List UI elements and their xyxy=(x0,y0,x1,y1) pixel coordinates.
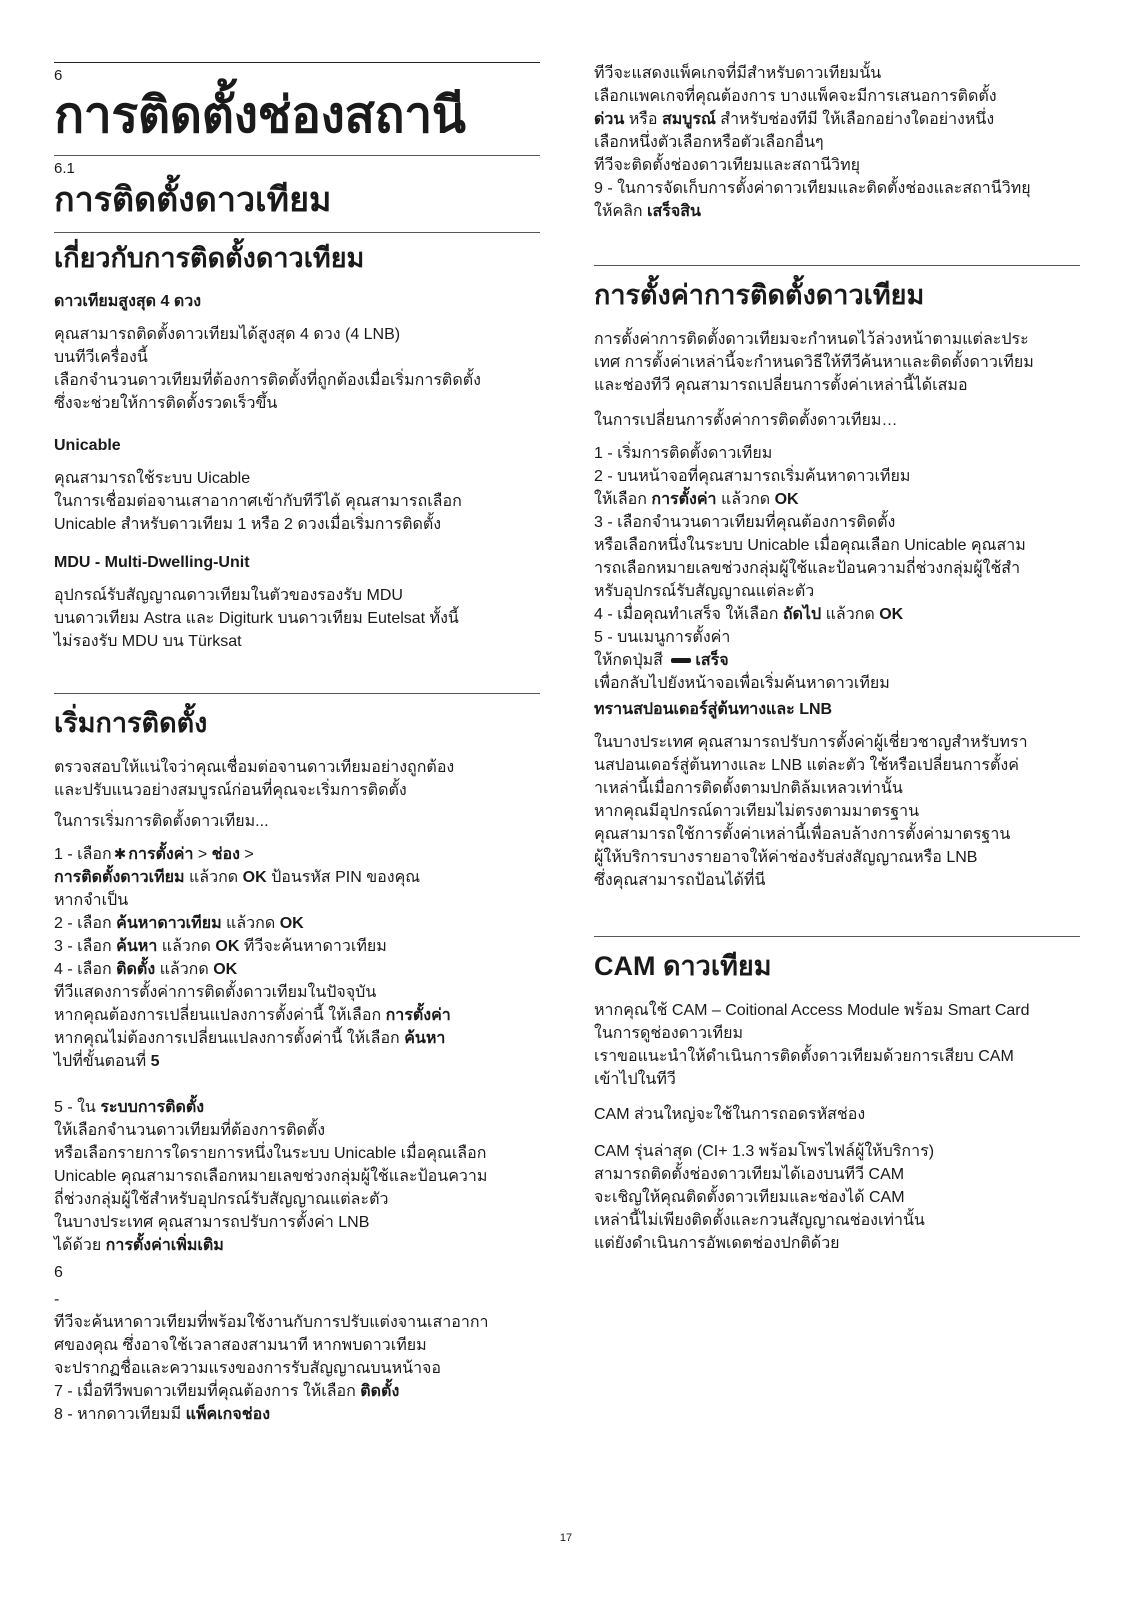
text-line: เราขอแนะนำให้ดำเนินการติดตั้งดาวเทียมด้วยการเสียบ CAM xyxy=(594,1048,1014,1065)
step-4 xyxy=(54,958,540,981)
cam-rule xyxy=(594,936,1080,937)
unicable-text xyxy=(54,467,540,536)
ok-key: OK xyxy=(774,491,799,508)
chapter-title: การติดตั้งช่องสถานี xyxy=(54,87,466,143)
text-line: CAM รุ่นล่าสุด (CI+ 1.3 พร้อมโพรไฟล์ผู้ให้บริการ) xyxy=(594,1143,935,1160)
settings-step-2 xyxy=(594,488,1080,511)
text: แล้วกด xyxy=(716,491,775,508)
step-5-more xyxy=(54,1234,540,1257)
text: 2 - เลือก xyxy=(54,915,117,932)
menu-install-system: ระบบการติดตั้ง xyxy=(100,1099,205,1116)
step-5 xyxy=(54,1096,540,1119)
step-6-number: 6 xyxy=(54,1264,63,1281)
option-full: สมบูรณ์ xyxy=(661,111,716,128)
ok-key: OK xyxy=(879,606,904,623)
text: ให้คลิก xyxy=(594,203,647,220)
text-line: ในการเชื่อมต่อจานเสาอากาศเข้ากับทีวีได้ คุณสามารถเลือก xyxy=(54,493,462,510)
step-8 xyxy=(54,1403,540,1426)
start-intro xyxy=(54,756,540,802)
text-line: ถี่ช่วงกลุ่มผู้ใช้สำหรับอุปกรณ์รับสัญญาณแต่ละตัว xyxy=(54,1191,389,1208)
left-column xyxy=(54,0,540,1426)
text-line: ทีวีจะติดตั้งช่องดาวเทียมและสถานีวิทยุ xyxy=(594,157,861,174)
menu-install: ติดตั้ง xyxy=(360,1383,400,1400)
settings-step-5 xyxy=(594,649,1080,672)
text-line: บนดาวเทียม Astra และ Digiturk บนดาวเทียม Eutelsat ทั้งนี้ xyxy=(54,610,459,627)
step-ref: 5 xyxy=(150,1053,160,1070)
max-satellites-heading: ดาวเทียมสูงสุด 4 ดวง xyxy=(54,293,202,310)
right-column xyxy=(594,0,1080,1255)
start-rule xyxy=(54,693,540,694)
text: > xyxy=(193,846,212,863)
menu-settings: การตั้งค่า xyxy=(651,491,717,508)
text-line: คุณสามารถใช้ระบบ Uicable xyxy=(54,470,251,487)
settings-steps xyxy=(594,442,1080,695)
text-line: บนทีวีเครื่องนี้ xyxy=(54,349,148,366)
text: ไปที่ขั้นตอนที่ xyxy=(54,1053,151,1070)
text-line: ทีวีจะค้นหาดาวเทียมที่พร้อมใช้งานกับการปรับแต่งจานเสาอากา xyxy=(54,1314,489,1331)
section-rule xyxy=(54,155,540,156)
text-line: และปรับแนวอย่างสมบูรณ์ก่อนที่คุณจะเริ่มการติดตั้ง xyxy=(54,782,407,799)
text-line: ในการดูช่องดาวเทียม xyxy=(594,1025,743,1042)
chapter-rule xyxy=(54,62,540,63)
text: ได้ด้วย xyxy=(54,1237,106,1254)
mdu-text xyxy=(54,584,540,653)
text-line: เพื่อกลับไปยังหน้าจอเพื่อเริ่มค้นหาดาวเทียม xyxy=(594,675,890,692)
page-number: 17 xyxy=(559,1532,573,1544)
text: แล้วกด xyxy=(157,938,216,955)
text-line: เลือกหนึ่งตัวเลือกหรือตัวเลือกอื่นๆ xyxy=(594,134,824,151)
cam-text-3 xyxy=(594,1140,1080,1255)
text-line: จะปรากฏชื่อและความแรงของการรับสัญญาณบนหน้าจอ xyxy=(54,1360,442,1377)
text-line: เลือกจำนวนดาวเทียมที่ต้องการติดตั้งที่ถูกต้องเมื่อเริ่มการติดตั้ง xyxy=(54,372,481,389)
text-line: าเหล่านี้เมื่อการติดตั้งตามปกติล้มเหลวเท่านั้น xyxy=(594,780,903,797)
ok-key: OK xyxy=(279,915,304,932)
text-line: Unicable คุณสามารถเลือกหมายเลขช่วงกลุ่มผู้ใช้และป้อนความ xyxy=(54,1168,488,1185)
menu-satellite-install: การติดตั้งดาวเทียม xyxy=(54,869,185,886)
text-line: ซึ่งจะช่วยให้การติดตั้งรวดเร็วขึ้น xyxy=(54,395,278,412)
text-line: ไม่รองรับ MDU บน Türksat xyxy=(54,633,242,650)
text-line: อุปกรณ์รับสัญญาณดาวเทียมในตัวของรองรับ MDU xyxy=(54,587,403,604)
text-line: หรับอุปกรณ์รับสัญญาณแต่ละตัว xyxy=(594,583,815,600)
color-key-icon xyxy=(671,658,691,663)
menu-done: เสร็จ xyxy=(695,652,729,669)
cam-heading: CAM ดาวเทียม xyxy=(594,951,772,981)
text: ให้กดปุ่มสี xyxy=(594,652,668,669)
about-rule xyxy=(54,232,540,233)
text-line: คุณสามารถใช้การตั้งค่าเหล่านี้เพื่อลบล้างการตั้งค่ามาตรฐาน xyxy=(594,826,1011,843)
menu-settings: การตั้งค่า xyxy=(385,1007,451,1024)
unicable-heading: Unicable xyxy=(54,437,121,454)
step-1 xyxy=(54,843,540,866)
step-4-search xyxy=(54,1027,540,1050)
text-line: 5 - บนเมนูการตั้งค่า xyxy=(594,629,731,646)
text-line: ทีวีแสดงการตั้งค่าการติดตั้งดาวเทียมในปัจจุบัน xyxy=(54,984,377,1001)
step-9: 9 - ในการจัดเก็บการตั้งค่าดาวเทียมและติดตั้งช่องและสถานีวิทยุ xyxy=(594,180,1031,197)
text: ป้อนรหัส PIN ของคุณ xyxy=(266,869,421,886)
text-line: Unicable สำหรับดาวเทียม 1 หรือ 2 ดวงเมื่อเริ่มการติดตั้ง xyxy=(54,516,442,533)
text: 1 - เลือก xyxy=(54,846,112,863)
text-line: เข้าไปในทีวี xyxy=(594,1071,676,1088)
settings-rule xyxy=(594,265,1080,266)
settings-intro xyxy=(594,328,1080,397)
menu-install: ติดตั้ง xyxy=(116,961,156,978)
step-1-cont xyxy=(54,866,540,889)
step-4-goto xyxy=(54,1050,540,1073)
settings-heading: การตั้งค่าการติดตั้งดาวเทียม xyxy=(594,280,925,310)
text-line: ารถเลือกหมายเลขช่วงกลุ่มผู้ใช้และป้อนความถี่ช่วงกลุ่มผู้ใช้สำ xyxy=(594,560,1021,577)
text-line: ผู้ให้บริการบางรายอาจให้ค่าช่องรับส่งสัญญาณหรือ LNB xyxy=(594,849,978,866)
step-2 xyxy=(54,912,540,935)
text-line: และช่องทีวี คุณสามารถเปลี่ยนการตั้งค่าเหล่านี้ได้เสมอ xyxy=(594,377,968,394)
menu-search: ค้นหา xyxy=(116,938,158,955)
max-satellites-text xyxy=(54,323,540,415)
text: แล้วกด xyxy=(221,915,280,932)
menu-settings: การตั้งค่า xyxy=(128,846,194,863)
cam-text-2: CAM ส่วนใหญ่จะใช้ในการถอดรหัสช่อง xyxy=(594,1106,866,1123)
text: แล้วกด xyxy=(821,606,880,623)
start-steps xyxy=(54,843,540,1426)
text-line: หากคุณใช้ CAM – Coitional Access Module พร้อม Smart Card xyxy=(594,1002,1030,1019)
start-heading: เริ่มการติดตั้ง xyxy=(54,708,208,738)
text-line: แต่ยังดำเนินการอัพเดตช่องปกติด้วย xyxy=(594,1235,840,1252)
step-9-cont xyxy=(594,200,1080,223)
about-heading: เกี่ยวกับการติดตั้งดาวเทียม xyxy=(54,243,365,273)
text: หากคุณต้องการเปลี่ยนแปลงการตั้งค่านี้ ให้เลือก xyxy=(54,1007,386,1024)
text: 7 - เมื่อทีวีพบดาวเทียมที่คุณต้องการ ให้เลือก xyxy=(54,1383,361,1400)
text-line: หรือเลือกรายการใดรายการหนึ่งในระบบ Unicable เมื่อคุณเลือก xyxy=(54,1145,487,1162)
menu-search-satellite: ค้นหาดาวเทียม xyxy=(116,915,222,932)
text-line: ในบางประเทศ คุณสามารถปรับการตั้งค่า LNB xyxy=(54,1214,370,1231)
text-line: สามารถติดตั้งช่องดาวเทียมได้เองบนทีวี CAM xyxy=(594,1166,905,1183)
text: 5 - ใน xyxy=(54,1099,101,1116)
step-4-settings xyxy=(54,1004,540,1027)
menu-search: ค้นหา xyxy=(404,1030,446,1047)
text-line: ตรวจสอบให้แน่ใจว่าคุณเชื่อมต่อจานดาวเทียมอย่างถูกต้อง xyxy=(54,759,455,776)
text: 3 - เลือก xyxy=(54,938,117,955)
text: แล้วกด xyxy=(155,961,214,978)
text-line: นสปอนเดอร์สู่ต้นทางและ LNB แต่ละตัว ใช้หรือเปลี่ยนการตั้งค่ xyxy=(594,757,1019,774)
section-number: 6.1 xyxy=(54,160,75,177)
gear-icon: ✱ xyxy=(113,846,127,863)
lnb-text xyxy=(594,731,1080,892)
text: หรือ xyxy=(624,111,662,128)
text-line: หรือเลือกหนึ่งในระบบ Unicable เมื่อคุณเลือก Unicable คุณสาม xyxy=(594,537,1026,554)
menu-packages: แพ็คเกจช่อง xyxy=(185,1406,270,1423)
chapter-number: 6 xyxy=(54,67,63,84)
step-8-cont xyxy=(594,62,1080,223)
text-line: เทศ การตั้งค่าเหล่านี้จะกำหนดวิธีให้ทีวีค้นหาและติดตั้งดาวเทียม xyxy=(594,354,1034,371)
menu-more-settings: การตั้งค่าเพิ่มเติม xyxy=(105,1237,224,1254)
text: > xyxy=(239,846,254,863)
menu-channels: ช่อง xyxy=(211,846,240,863)
cam-text-1 xyxy=(594,999,1080,1091)
text-line: ให้เลือกจำนวนดาวเทียมที่ต้องการติดตั้ง xyxy=(54,1122,326,1139)
step-7 xyxy=(54,1380,540,1403)
text-line: เลือกแพคเกจที่คุณต้องการ บางแพ็คจะมีการเสนอการติดตั้ง xyxy=(594,88,997,105)
text-line: ในบางประเทศ คุณสามารถปรับการตั้งค่าผู้เชี่ยวชาญสำหรับทรา xyxy=(594,734,1028,751)
text: ให้เลือก xyxy=(594,491,652,508)
text-line: คุณสามารถติดตั้งดาวเทียมได้สูงสุด 4 ดวง (4 LNB) xyxy=(54,326,401,343)
mdu-heading: MDU - Multi-Dwelling-Unit xyxy=(54,554,250,571)
step-8-options xyxy=(594,108,1080,131)
text: 4 - เมื่อคุณทำเสร็จ ให้เลือก xyxy=(594,606,783,623)
text: สำหรับช่องทีมี ให้เลือกอย่างใดอย่างหนึ่ง xyxy=(715,111,995,128)
text: ทีวีจะค้นหาดาวเทียม xyxy=(239,938,387,955)
text-line: เหล่านี้ไม่เพียงติดตั้งและกวนสัญญาณช่องเท่านั้น xyxy=(594,1212,925,1229)
text: หากคุณไม่ต้องการเปลี่ยนแปลงการตั้งค่านี้ ให้เลือก xyxy=(54,1030,405,1047)
ok-key: OK xyxy=(242,869,267,886)
text: 8 - หากดาวเทียมมี xyxy=(54,1406,186,1423)
text-line: การตั้งค่าการติดตั้งดาวเทียมจะกำหนดไว้ล่วงหน้าตามแต่ละประ xyxy=(594,331,1029,348)
text-line: จะเชิญให้คุณติดตั้งดาวเทียมและช่องได้ CAM xyxy=(594,1189,905,1206)
start-lead: ในการเริ่มการติดตั้งดาวเทียม... xyxy=(54,813,269,830)
text-line: 3 - เลือกจำนวนดาวเทียมที่คุณต้องการติดตั้ง xyxy=(594,514,896,531)
text: 4 - เลือก xyxy=(54,961,117,978)
text-line: หากคุณมีอุปกรณ์ดาวเทียมไม่ตรงตามมาตรฐาน xyxy=(594,803,920,820)
text: แล้วกด xyxy=(184,869,243,886)
settings-step-4 xyxy=(594,603,1080,626)
section-title: การติดตั้งดาวเทียม xyxy=(54,181,332,219)
menu-next: ถัดไป xyxy=(782,606,822,623)
text-line: ทีวีจะแสดงแพ็คเกจที่มีสำหรับดาวเทียมนั้น xyxy=(594,65,882,82)
text-line: 1 - เริ่มการติดตั้งดาวเทียม xyxy=(594,445,773,462)
ok-key: OK xyxy=(213,961,238,978)
text-line: หากจำเป็น xyxy=(54,892,129,909)
step-3 xyxy=(54,935,540,958)
ok-key: OK xyxy=(215,938,240,955)
text-line: ซึ่งคุณสามารถป้อนได้ที่นี xyxy=(594,872,766,889)
step-6-dash: - xyxy=(54,1291,60,1308)
settings-lead: ในการเปลี่ยนการตั้งค่าการติดตั้งดาวเทียม… xyxy=(594,412,898,429)
text-line: 2 - บนหน้าจอที่คุณสามารถเริ่มค้นหาดาวเทียม xyxy=(594,468,911,485)
option-quick: ด่วน xyxy=(594,111,625,128)
text-line: ศของคุณ ซึ่งอาจใช้เวลาสองสามนาที หากพบดาวเทียม xyxy=(54,1337,427,1354)
lnb-heading: ทรานสปอนเดอร์สู่ต้นทางและ LNB xyxy=(594,701,833,718)
menu-done: เสร็จสิน xyxy=(647,203,701,220)
